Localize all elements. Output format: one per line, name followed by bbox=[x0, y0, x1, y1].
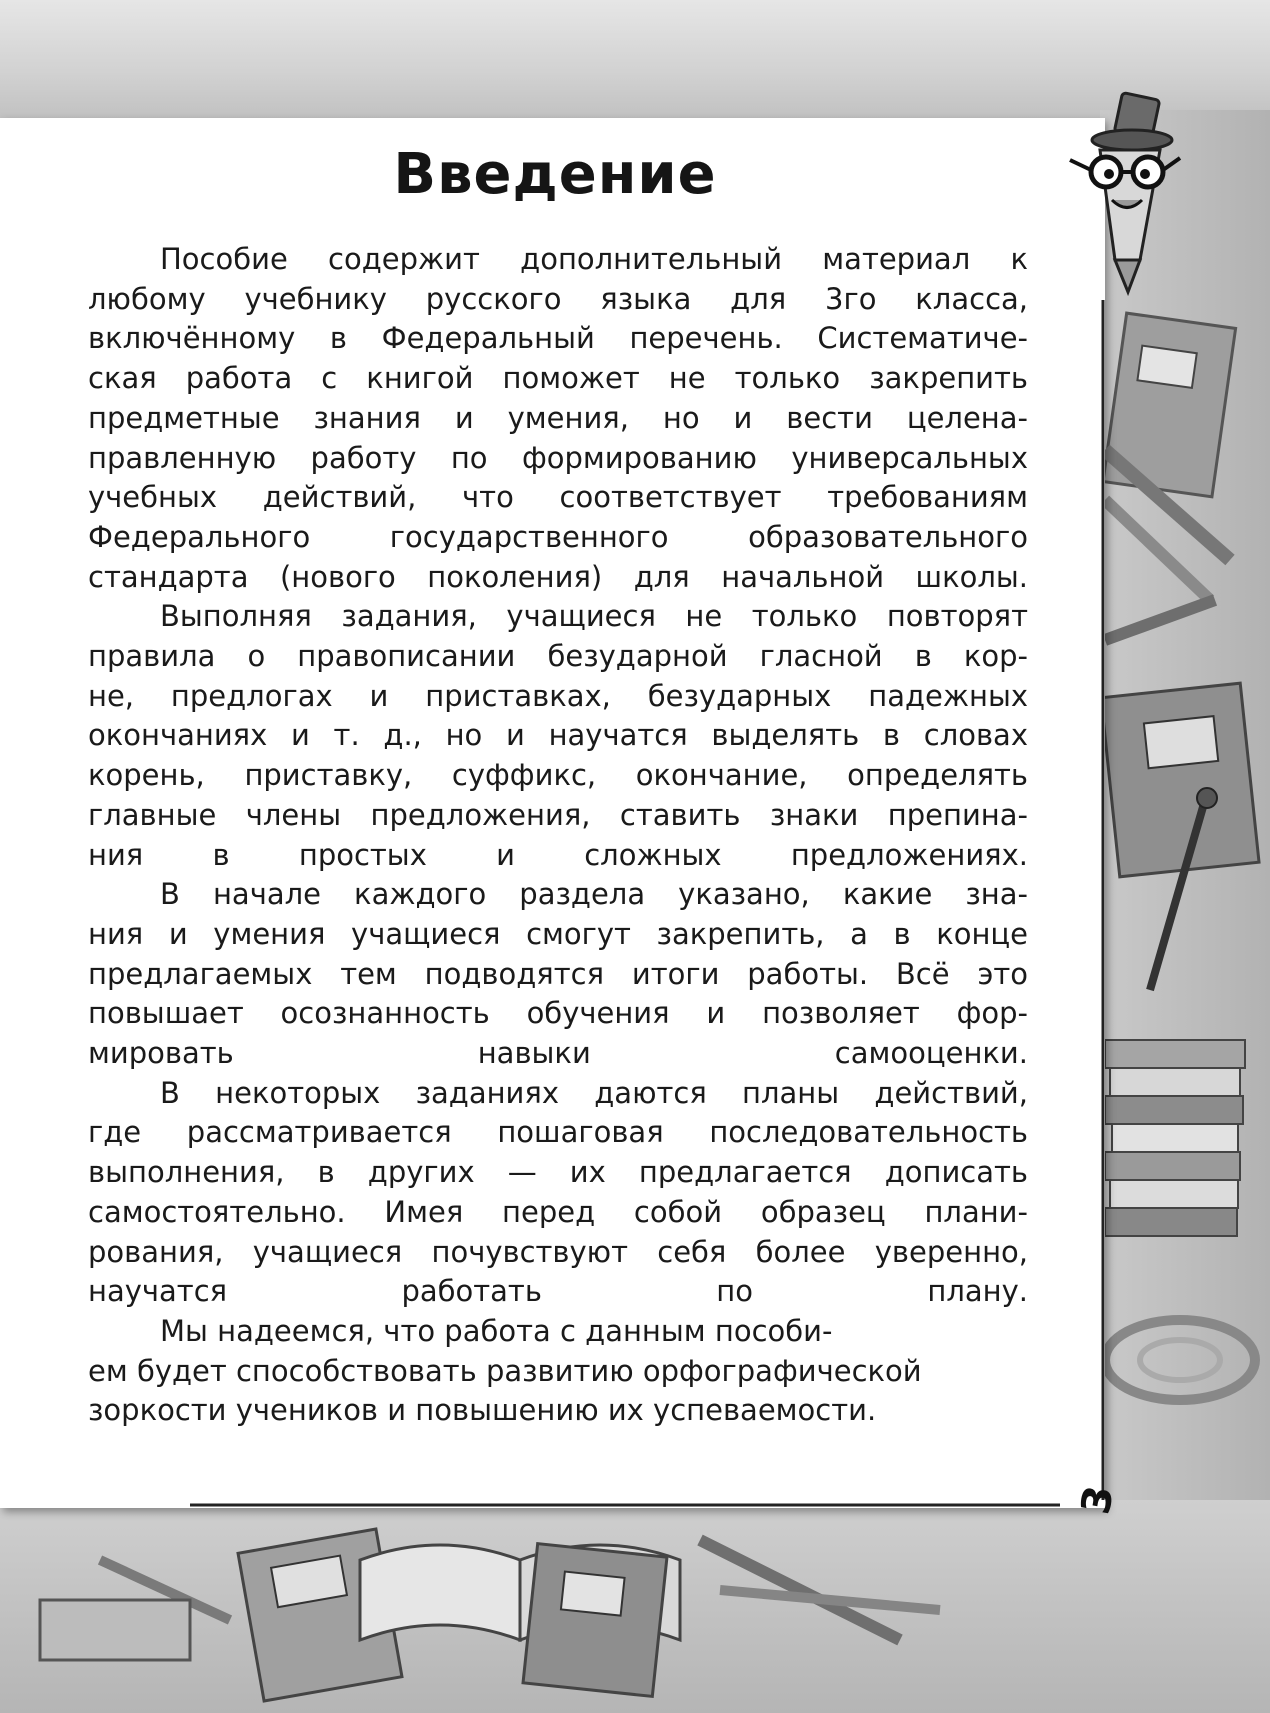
paragraph: Выполняя задания, учащиеся не только повторят правила о правописании безударной гласной в кор- не, предлогах и приставках, безударных падежных окончаниях и т. д., но и научатся выделять в словах корень, приставку, суффикс, окончание, определять главные члены предложения, ставить знаки препина- ния в простых и сложных предложениях. bbox=[88, 599, 1028, 872]
intro-text-block bbox=[88, 240, 1028, 1431]
paragraph: Пособие содержит дополнительный материал к любому учебнику русского языка для 3го класса, включённому в Федеральный перечень. Систематиче- ская работа с книгой поможет не только закрепить предметные знания и умения, но и вести целена- правленную работу по формированию универсальных учебных действий, что соответствует требованиям Федерального государственного образовательного стандарта (нового поколения) для начальной школы. bbox=[88, 242, 1028, 594]
paragraph: Мы надеемся, что работа с данным пособи- ем будет способствовать развитию орфографической зоркости учеников и повышению их успеваемости. bbox=[88, 1313, 922, 1428]
paragraph: В некоторых заданиях даются планы действий, где рассматривается пошаговая последовательность выполнения, в других — их предлагается дописать самостоятельно. Имея перед собой образец плани- рования, учащиеся почувствуют себя более уверенно, научатся работать по плану. bbox=[88, 1075, 1028, 1309]
page-number: 3 bbox=[1072, 1482, 1124, 1518]
paragraph: В начале каждого раздела указано, какие зна- ния и умения учащиеся смогут закрепить, а в конце предлагаемых тем подводятся итоги работы. Всё это повышает осознанность обучения и позволяет фор- мировать навыки самооценки. bbox=[88, 877, 1028, 1071]
page-title: Введение bbox=[393, 142, 717, 207]
